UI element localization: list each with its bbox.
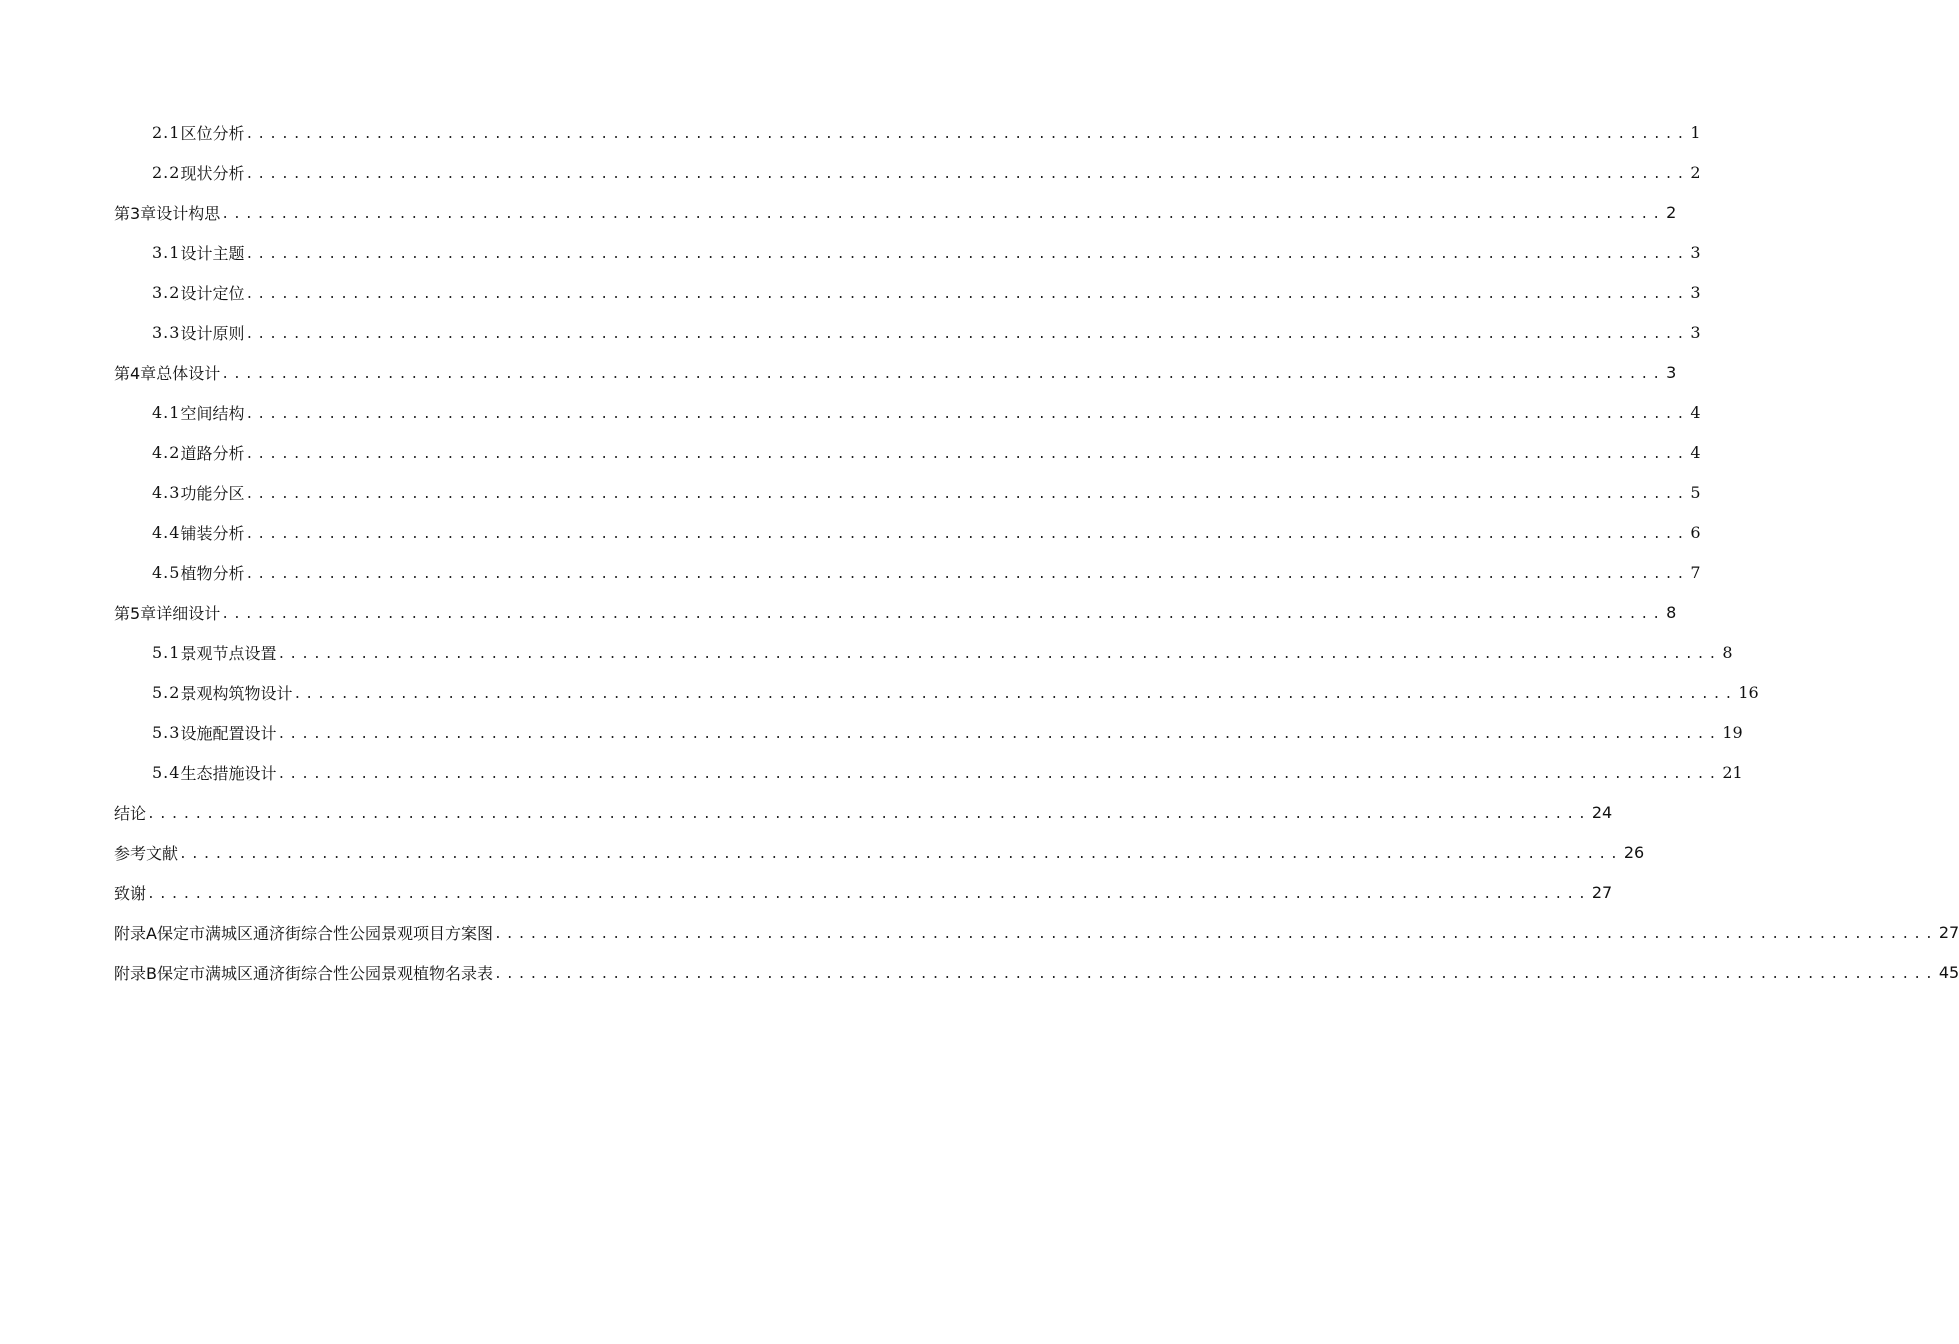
toc-entry[interactable] <box>114 312 1701 352</box>
entry-page: 2 <box>1666 202 1677 222</box>
entry-title: 设施配置设计 <box>180 723 277 743</box>
entry-number: 3.2 <box>152 282 181 302</box>
entry-number: 第3章 <box>114 203 157 223</box>
entry-title: 空间结构 <box>180 403 245 423</box>
dot-leader: .......................................................................................................................... <box>179 846 1622 862</box>
toc-entry[interactable] <box>114 712 1743 752</box>
dot-leader: .......................................................................................................................... <box>493 926 1937 942</box>
dot-leader: .......................................................................................................................... <box>245 446 1689 462</box>
entry-number: 附录A <box>114 923 157 943</box>
entry-title: 参考文献 <box>114 843 179 863</box>
entry-title: 铺装分析 <box>180 523 245 543</box>
entry-number: 4.5 <box>152 562 181 582</box>
entry-title: 景观构筑物设计 <box>180 683 293 703</box>
entry-title: 设计定位 <box>180 283 245 303</box>
entry-number: 4.2 <box>152 442 181 462</box>
entry-page: 16 <box>1738 682 1759 702</box>
toc-entry[interactable] <box>114 872 1613 912</box>
dot-leader: .......................................................................................................................... <box>277 766 1721 782</box>
entry-page: 3 <box>1666 362 1677 382</box>
entry-page: 3 <box>1690 242 1701 262</box>
entry-page: 3 <box>1690 322 1701 342</box>
dot-leader: .......................................................................................................................... <box>245 286 1689 302</box>
dot-leader: .......................................................................................................................... <box>277 726 1721 742</box>
entry-number: 3.1 <box>152 242 181 262</box>
entry-page: 4 <box>1690 442 1701 462</box>
entry-number: 3.3 <box>152 322 181 342</box>
dot-leader: .......................................................................................................................... <box>221 366 1665 382</box>
dot-leader: .......................................................................................................................... <box>494 966 1937 982</box>
toc-entry[interactable] <box>114 672 1759 712</box>
entry-title: 详细设计 <box>156 603 221 623</box>
table-of-contents <box>114 112 1959 992</box>
entry-number: 第5章 <box>114 603 157 623</box>
toc-entry[interactable] <box>114 152 1701 192</box>
entry-page: 2 <box>1690 162 1701 182</box>
entry-number: 4.4 <box>152 522 181 542</box>
dot-leader: .......................................................................................................................... <box>221 606 1665 622</box>
entry-number: 附录B <box>114 963 157 983</box>
entry-title: 保定市满城区通济街综合性公园景观项目方案图 <box>156 923 493 943</box>
dot-leader: .......................................................................................................................... <box>245 246 1689 262</box>
toc-entry[interactable] <box>114 272 1701 312</box>
entry-page: 5 <box>1690 482 1701 502</box>
dot-leader: .......................................................................................................................... <box>245 406 1689 422</box>
entry-title: 设计主题 <box>180 243 245 263</box>
entry-page: 8 <box>1666 602 1677 622</box>
entry-title: 现状分析 <box>180 163 245 183</box>
entry-page: 19 <box>1722 722 1743 742</box>
toc-entry[interactable] <box>114 752 1743 792</box>
toc-entry[interactable] <box>114 792 1613 832</box>
toc-entry[interactable] <box>114 472 1701 512</box>
entry-page: 27 <box>1591 882 1613 902</box>
entry-title: 保定市满城区通济街综合性公园景观植物名录表 <box>156 963 493 983</box>
toc-entry[interactable] <box>114 552 1701 592</box>
entry-number: 2.1 <box>152 122 181 142</box>
dot-leader: .......................................................................................................................... <box>245 486 1689 502</box>
dot-leader: .......................................................................................................................... <box>147 886 1590 902</box>
entry-page: 3 <box>1690 282 1701 302</box>
entry-title: 景观节点设置 <box>180 643 277 663</box>
toc-entry[interactable] <box>114 912 1959 952</box>
entry-title: 区位分析 <box>180 123 245 143</box>
entry-page: 26 <box>1623 842 1645 862</box>
dot-leader: .......................................................................................................................... <box>245 166 1689 182</box>
entry-title: 设计原则 <box>180 323 245 343</box>
dot-leader: .......................................................................................................................... <box>245 566 1689 582</box>
entry-page: 8 <box>1722 642 1733 662</box>
entry-page: 4 <box>1690 402 1701 422</box>
toc-entry[interactable] <box>114 832 1645 872</box>
entry-title: 结论 <box>114 803 147 823</box>
dot-leader: .......................................................................................................................... <box>245 526 1689 542</box>
toc-entry[interactable] <box>114 632 1733 672</box>
entry-page: 45 <box>1938 962 1959 982</box>
entry-title: 生态措施设计 <box>180 763 277 783</box>
entry-number: 5.3 <box>152 722 181 742</box>
dot-leader: .......................................................................................................................... <box>147 806 1590 822</box>
entry-page: 7 <box>1690 562 1701 582</box>
entry-number: 5.1 <box>152 642 181 662</box>
entry-title: 道路分析 <box>180 443 245 463</box>
entry-page: 1 <box>1690 122 1701 142</box>
toc-entry[interactable] <box>114 192 1677 232</box>
dot-leader: .......................................................................................................................... <box>221 206 1665 222</box>
toc-entry[interactable] <box>114 112 1701 152</box>
toc-entry[interactable] <box>114 392 1701 432</box>
toc-entry[interactable] <box>114 592 1677 632</box>
entry-number: 4.1 <box>152 402 181 422</box>
entry-number: 第4章 <box>114 363 157 383</box>
toc-entry[interactable] <box>114 512 1701 552</box>
entry-title: 植物分析 <box>180 563 245 583</box>
entry-page: 27 <box>1938 922 1959 942</box>
toc-entry[interactable] <box>114 352 1677 392</box>
entry-title: 总体设计 <box>156 363 221 383</box>
dot-leader: .......................................................................................................................... <box>277 646 1721 662</box>
entry-number: 5.4 <box>152 762 181 782</box>
entry-page: 6 <box>1690 522 1701 542</box>
entry-number: 2.2 <box>152 162 181 182</box>
entry-title: 致谢 <box>114 883 147 903</box>
entry-title: 设计构思 <box>156 203 221 223</box>
entry-number: 4.3 <box>152 482 181 502</box>
entry-page: 21 <box>1722 762 1743 782</box>
toc-entry[interactable] <box>114 432 1701 472</box>
entry-page: 24 <box>1591 802 1613 822</box>
dot-leader: .......................................................................................................................... <box>245 126 1689 142</box>
entry-title: 功能分区 <box>180 483 245 503</box>
toc-entry[interactable] <box>114 952 1959 992</box>
dot-leader: .......................................................................................................................... <box>293 686 1737 702</box>
toc-entry[interactable] <box>114 232 1701 272</box>
entry-number: 5.2 <box>152 682 181 702</box>
dot-leader: .......................................................................................................................... <box>245 326 1689 342</box>
